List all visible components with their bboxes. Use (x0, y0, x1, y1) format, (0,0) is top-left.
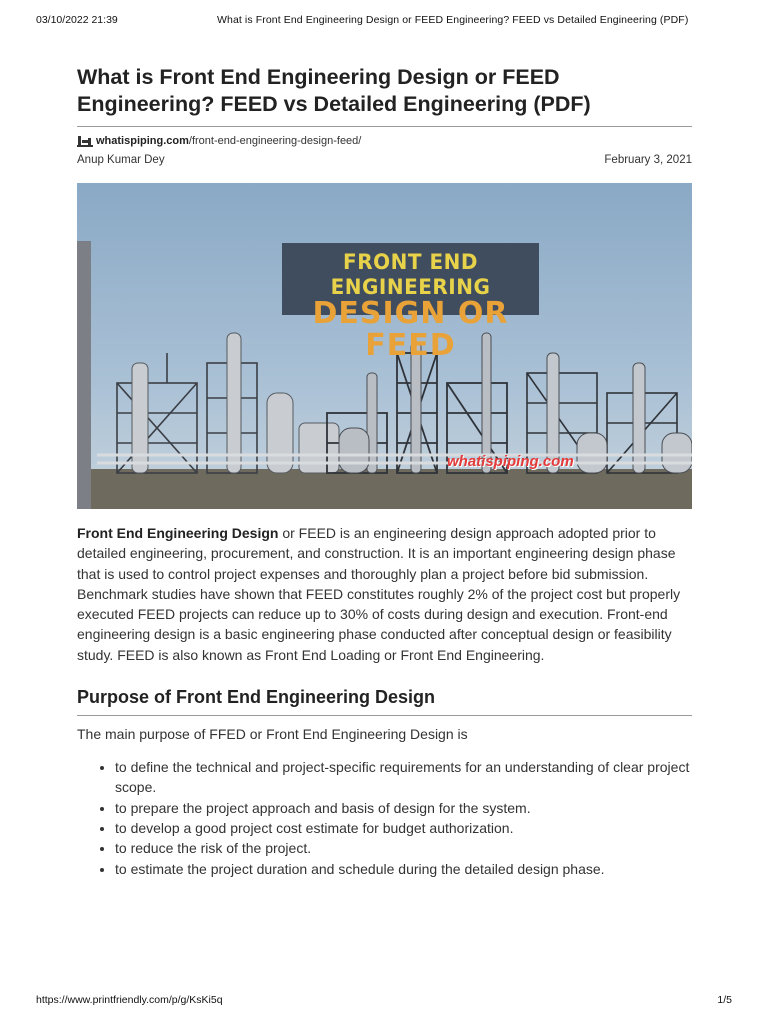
list-item: • to reduce the risk of the project. (115, 838, 692, 858)
list-item: • to estimate the project duration and schedule during the detailed design phase. (115, 859, 692, 879)
print-url[interactable]: https://www.printfriendly.com/p/g/KsKi5q (36, 994, 223, 1006)
banner-line-1: FRONT END ENGINEERING (330, 248, 491, 300)
site-logo-icon (77, 134, 93, 148)
hero-watermark: whatispiping.com (447, 453, 574, 470)
purpose-list (77, 757, 692, 879)
page-number: 1/5 (717, 994, 732, 1006)
author: Anup Kumar Dey (77, 154, 165, 166)
banner-line-2: DESIGN OR FEED (312, 296, 509, 363)
source-path[interactable]: /front-end-engineering-design-feed/ (188, 135, 362, 147)
print-header (36, 14, 732, 30)
print-footer (36, 994, 732, 1010)
hero-banner (282, 243, 539, 363)
list-item: • to prepare the project approach and basis of design for the system. (115, 798, 692, 818)
publish-date: February 3, 2021 (604, 154, 692, 166)
purpose-lead: The main purpose of FFED or Front End Engineering Design is (77, 726, 468, 743)
article-title: What is Front End Engineering Design or FEED Engineering? FEED vs Detailed Engineering (PDF) (77, 65, 591, 116)
title-divider (77, 126, 692, 127)
source-link[interactable] (77, 132, 692, 150)
byline (77, 154, 692, 170)
intro-paragraph (77, 523, 692, 665)
intro-text: or FEED is an engineering design approach adopted prior to detailed engineering, procurement, and construction. It is an important engineering design phase that is used to control project expenses and thoroughly plan a project before bid submission. Benchmark studies have shown that FEED constitutes roughly 2% of the project cost but properly executed FEED projects can reduce up to 30% of costs during design and execution. Front-end engineering design is a basic engineering phase conducted after conceptual design or feasibility study. FEED is also known as Front End Loading or Front End Engineering. (77, 525, 681, 663)
intro-bold-term: Front End Engineering Design (77, 525, 279, 541)
list-item: • to define the technical and project-specific requirements for an understanding of clear project scope. (115, 757, 692, 798)
purpose-heading: Purpose of Front End Engineering Design (77, 687, 436, 708)
article (77, 64, 692, 879)
print-doc-title: What is Front End Engineering Design or FEED Engineering? FEED vs Detailed Engineering (PDF) (217, 14, 689, 26)
source-domain[interactable]: whatispiping.com (96, 135, 189, 147)
purpose-divider (77, 715, 692, 716)
print-timestamp: 03/10/2022 21:39 (36, 14, 118, 26)
list-item: • to develop a good project cost estimate for budget authorization. (115, 818, 692, 838)
hero-image (77, 183, 692, 509)
